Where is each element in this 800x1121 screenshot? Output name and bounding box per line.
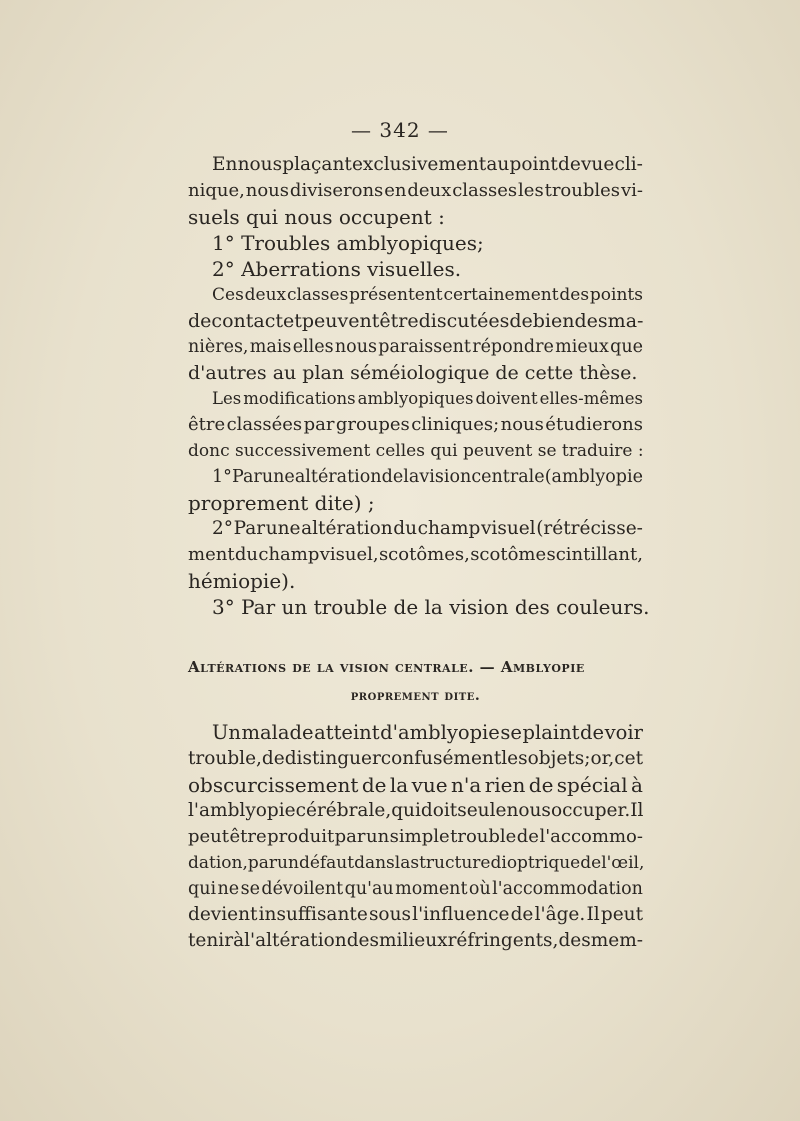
text-line: être classées par groupes cliniques; nous étudierons bbox=[188, 414, 643, 435]
text-line: 1° Par une altération de la vision centrale (amblyopie bbox=[212, 467, 643, 487]
text-line: devient insuffisante sous l'influence de l'âge. Il peut bbox=[188, 904, 643, 925]
text-line: de contact et peuvent être discutées de bien des ma- bbox=[188, 310, 644, 332]
text-line: 3° Par un trouble de la vision des couleurs. bbox=[212, 595, 650, 619]
text-line: trouble, de distinguer confusément les objets; or, cet bbox=[188, 748, 644, 769]
text-line: Ces deux classes présentent certainement des points bbox=[212, 285, 643, 305]
text-line: qui ne se dévoilent qu'au moment où l'accommodation bbox=[188, 879, 643, 899]
text-line: dation, par un défaut dans la structure dioptrique de l'œil, bbox=[188, 853, 645, 873]
section-heading-line1: Altérations de la vision centrale. — Amblyopie bbox=[188, 658, 585, 676]
text-line: obscurcissement de la vue n'a rien de spécial à bbox=[188, 773, 643, 797]
text-line: En nous plaçant exclusivement au point de vue cli- bbox=[212, 154, 643, 175]
section-heading-line2: proprement dite. bbox=[350, 688, 481, 704]
text-line: Un malade atteint d'amblyopie se plaint de voir bbox=[212, 721, 643, 744]
text-line: 2° Aberrations visuelles. bbox=[212, 257, 462, 281]
text-line: 2° Par une altération du champ visuel (rétrécisse- bbox=[212, 518, 643, 539]
section-heading-2 bbox=[188, 683, 643, 709]
text-line: ment du champ visuel, scotômes, scotôme scintillant, bbox=[188, 544, 643, 565]
text-line: hémiopie). bbox=[188, 569, 296, 593]
section-heading bbox=[188, 654, 643, 680]
text-line: suels qui nous occupent : bbox=[188, 205, 445, 229]
text-line: nières, mais elles nous paraissent répondre mieux que bbox=[188, 337, 643, 357]
text-line: proprement dite) ; bbox=[188, 491, 375, 515]
text-line: tenir à l'altération des milieux réfringents, des mem- bbox=[188, 930, 644, 951]
text-line: nique, nous diviserons en deux classes les troubles vi- bbox=[188, 180, 643, 201]
page-number: — 342 — bbox=[351, 118, 449, 142]
text-line: peut être produit par un simple trouble de l'accommo- bbox=[188, 826, 643, 847]
text-line: Les modifications amblyopiques doivent elles-mêmes bbox=[212, 389, 643, 408]
text-line: 1° Troubles amblyopiques; bbox=[212, 231, 484, 255]
text-line: d'autres au plan séméiologique de cette thèse. bbox=[188, 362, 638, 384]
text-line: l'amblyopie cérébrale, qui doit seule nous occuper. Il bbox=[188, 800, 644, 821]
text-line: donc successivement celles qui peuvent se traduire : bbox=[188, 441, 644, 461]
